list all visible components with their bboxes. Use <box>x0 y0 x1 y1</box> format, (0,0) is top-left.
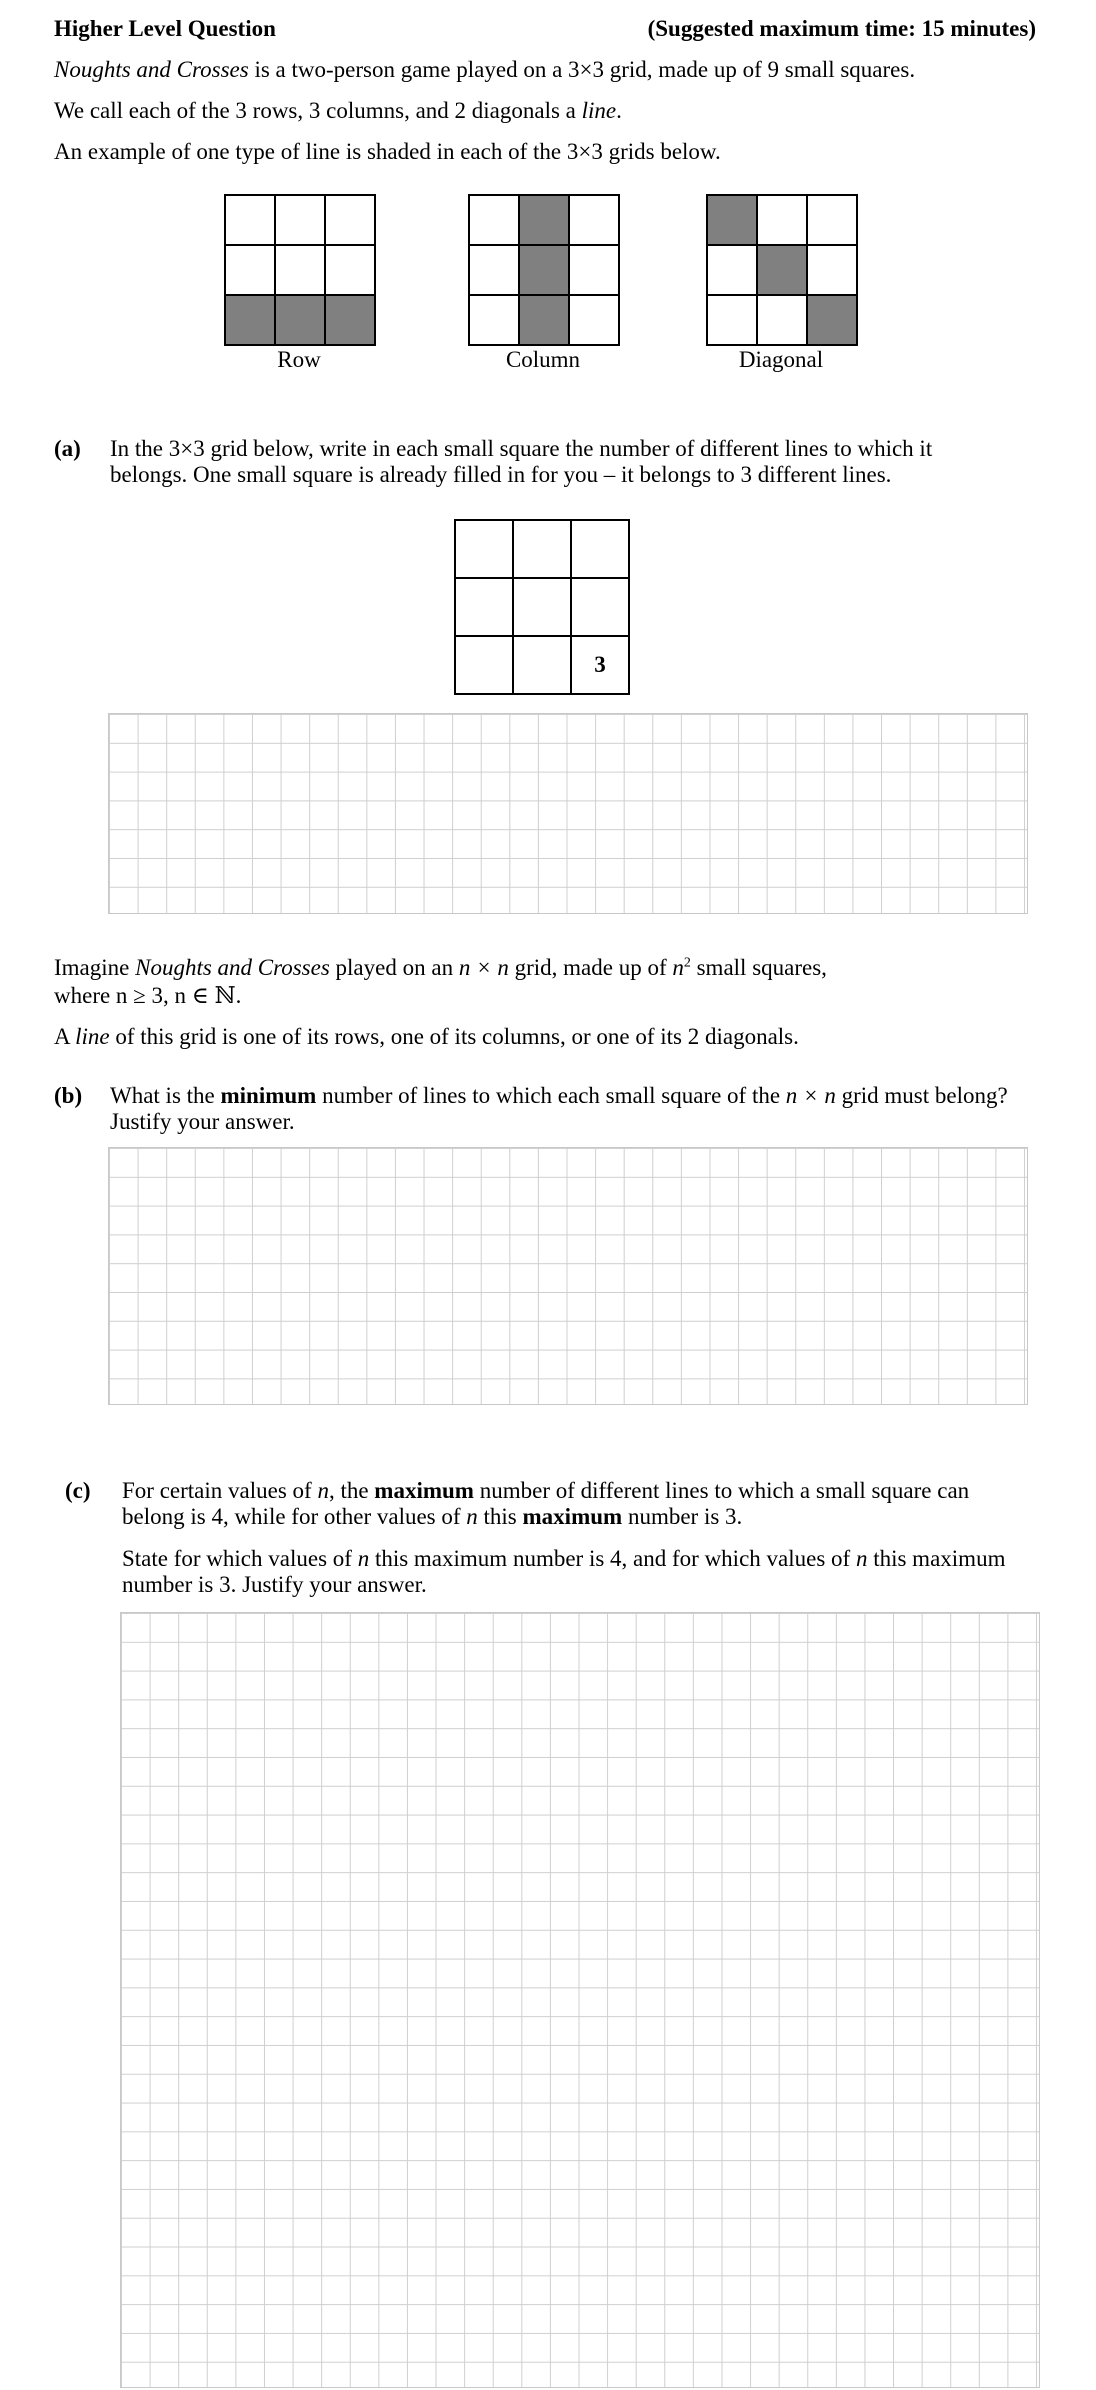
diagonal-label: Diagonal <box>738 347 824 372</box>
cell[interactable] <box>455 520 513 578</box>
cell[interactable] <box>513 520 571 578</box>
row-label: Row <box>277 347 321 372</box>
part-c-label: (c) <box>65 1478 91 1503</box>
cell[interactable] <box>571 578 629 636</box>
intro-line-1: Noughts and Crosses is a two-person game played on a 3×3 grid, made up of 9 small squares. <box>54 57 916 82</box>
part-b-label: (b) <box>54 1083 83 1108</box>
nxn-where-line: where n ≥ 3, n ∈ ℕ. <box>54 983 242 1008</box>
part-a-answer-grid[interactable] <box>454 519 630 695</box>
intro-line-3: An example of one type of line is shaded in each of the 3×3 grids below. <box>54 139 721 164</box>
part-c-working-grid[interactable] <box>120 1612 1040 2388</box>
part-b-working-grid[interactable] <box>108 1147 1028 1405</box>
column-label: Column <box>505 347 581 372</box>
intro-line-2: We call each of the 3 rows, 3 columns, and 2 diagonals a line. <box>54 98 622 123</box>
question-title: Higher Level Question <box>54 16 276 41</box>
cell[interactable] <box>455 636 513 694</box>
nxn-intro-line: Imagine Noughts and Crosses played on an n × n grid, made up of $n^2$ small squares, <box>54 955 827 980</box>
diagonal-example-grid <box>706 194 858 346</box>
column-example-grid <box>468 194 620 346</box>
suggested-time: (Suggested maximum time: 15 minutes) <box>647 16 1036 41</box>
part-a-label: (a) <box>54 436 81 461</box>
row-example-grid <box>224 194 376 346</box>
part-c-paragraph-1: For certain values of n, the maximum number of different lines to which a small square can belong is 4, while for other values of n this maximum number is 3. <box>122 1478 970 1529</box>
part-a-text: In the 3×3 grid below, write in each small square the number of different lines to which it belongs. One small square is already filled in for you – it belongs to 3 different lines. <box>110 436 933 487</box>
cell[interactable] <box>571 520 629 578</box>
part-c-paragraph-2: State for which values of n this maximum number is 4, and for which values of n this maximum number is 3. Justify your answer. <box>122 1546 1006 1597</box>
cell[interactable] <box>455 578 513 636</box>
part-a-working-grid[interactable] <box>108 713 1028 914</box>
cell[interactable] <box>513 636 571 694</box>
filled-cell: 3 <box>571 636 629 694</box>
cell[interactable] <box>513 578 571 636</box>
part-b-text: What is the minimum number of lines to which each small square of the n × n grid must belong? Justify your answer. <box>110 1083 1008 1134</box>
line-definition: A line of this grid is one of its rows, one of its columns, or one of its 2 diagonals. <box>54 1024 799 1049</box>
